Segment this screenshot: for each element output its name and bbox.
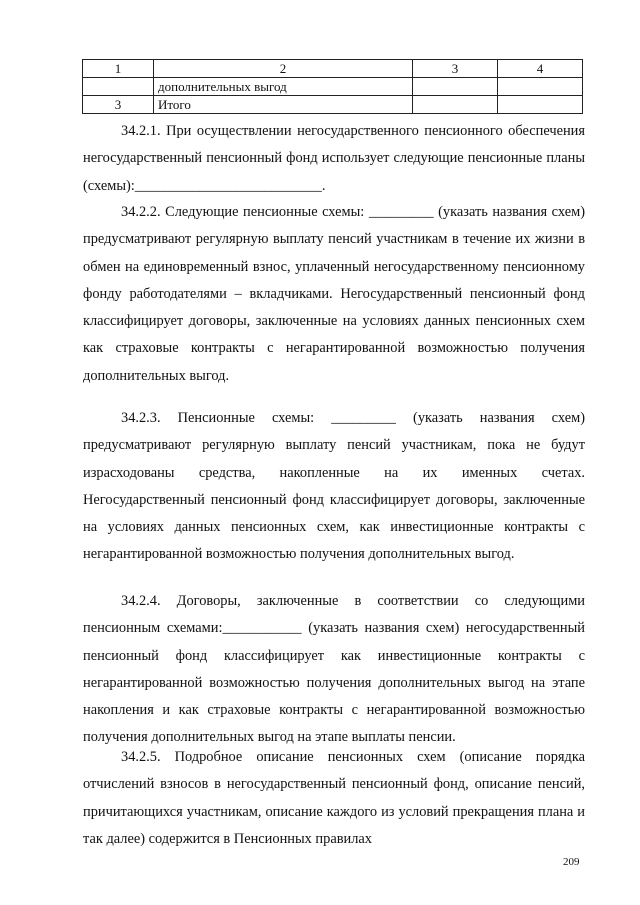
summary-table [82,59,583,114]
paragraph-34-2-5 [83,744,585,853]
table-cell [413,96,498,114]
paragraph-text: 34.2.5. Подробное описание пенсионных схем (описание порядка отчислений взносов в негосударственный пенсионный фонд, описание пенсий, причитающихся участникам, описание каждого из условий прекращения плана и так далее) содержится в Пенсионных правилах [83,749,585,847]
paragraph-text: 34.2.1. При осуществлении негосударственного пенсионного обеспечения негосударственный пенсионный фонд использует следующие пенсионные планы (схемы):__________________________. [83,123,585,194]
table-cell [498,78,583,96]
table-row [83,78,583,96]
page-number: 209 [563,856,580,868]
table-header-row [83,60,583,78]
table-cell: дополнительных выгод [154,78,413,96]
paragraph-34-2-3 [83,405,585,569]
table-header-cell: 4 [498,60,583,78]
table-cell [413,78,498,96]
table-header-cell: 2 [154,60,413,78]
table-cell [83,78,154,96]
paragraph-text: 34.2.4. Договоры, заключенные в соответствии со следующими пенсионным схемами:___________ (указать названия схем) негосударственный пенсионный фонд классифицирует как инвестиционные контракты с негарантированной возможностью получения дополнительных выгод на этапе накопления и как страховые контракты с негарантированной возможностью получения дополнительных выгод на этапе выплаты пенсии. [83,593,585,746]
paragraph-text: 34.2.2. Следующие пенсионные схемы: _________ (указать названия схем) предусматривают регулярную выплату пенсий участникам в течение их жизни в обмен на единовременный взнос, уплаченный негосударственному пенсионному фонду работодателями – вкладчиками. Негосударственный пенсионный фонд классифицирует договоры, заключенные на условиях данных пенсионных схем как страховые контракты с негарантированной возможностью получения дополнительных выгод. [83,204,585,384]
paragraph-34-2-4 [83,588,585,752]
paragraph-text: 34.2.3. Пенсионные схемы: _________ (указать названия схем) предусматривают регулярную выплату пенсий участникам, пока не будут израсходованы средства, накопленные на их именных счетах. Негосударственный пенсионный фонд классифицирует договоры, заключенные на условиях данных пенсионных схем, как инвестиционные контракты с негарантированной возможностью получения дополнительных выгод. [83,410,585,563]
table-row [83,96,583,114]
table-cell: Итого [154,96,413,114]
paragraph-34-2-1 [83,118,585,200]
table-header-cell: 3 [413,60,498,78]
paragraph-34-2-2 [83,199,585,390]
table-cell: 3 [83,96,154,114]
table-cell [498,96,583,114]
table-header-cell: 1 [83,60,154,78]
